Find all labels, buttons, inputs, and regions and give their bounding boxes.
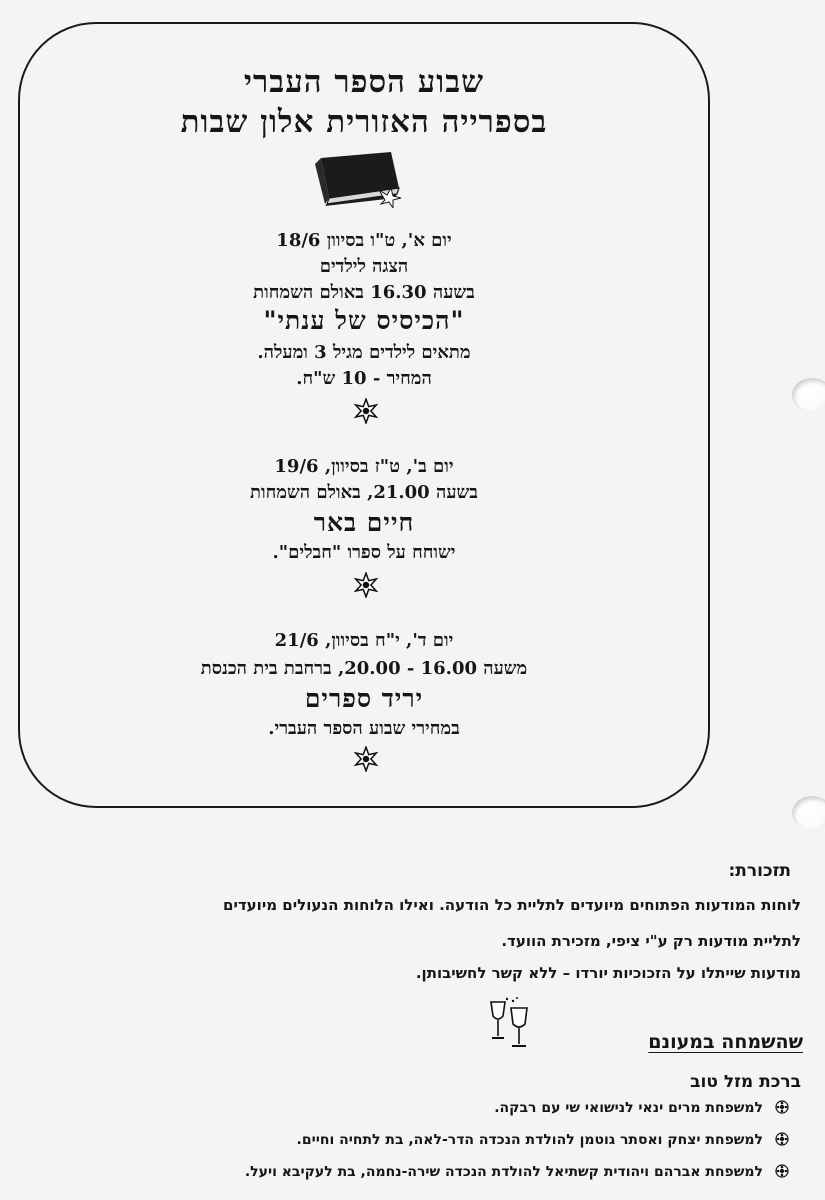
event3-date: יום ד', י"ח בסיוון, 21/6 <box>274 630 454 651</box>
event3-desc: במחירי שבוע הספר העברי. <box>268 718 460 739</box>
event2-desc: ישוחח על ספרו "חבלים". <box>272 542 456 563</box>
list-item <box>245 1164 789 1180</box>
event1-name: "הכיסיס של ענתי" <box>263 306 465 335</box>
event1-date: יום א', ט"ו בסיוון 18/6 <box>276 230 452 251</box>
event3-name: יריד ספרים <box>304 684 424 713</box>
punch-hole-bottom <box>792 796 825 830</box>
reminder-line2: לתליית מודעות רק ע"י ציפי, מזכירת הוועד. <box>501 932 801 950</box>
list-item <box>494 1100 789 1116</box>
star-icon <box>353 746 379 772</box>
event3-time-place: משעה 16.00 - 20.00, ברחבת בית הכנסת <box>200 658 528 679</box>
celebrations-title: שהשמחה במעונם <box>648 1031 803 1053</box>
list-item-text: למשפחת מרים ינאי לנישואי שי עם רבקה. <box>494 1100 763 1116</box>
book-icon <box>303 148 403 208</box>
event2-date: יום ב', ט"ז בסיוון, 19/6 <box>274 456 454 477</box>
star-icon <box>353 572 379 598</box>
reminder-line3: מודעות שייתלו על הזכוכיות יורדו – ללא קשר לחשיבותן. <box>415 964 801 982</box>
event1-price: המחיר - 10 ש"ח. <box>296 368 432 389</box>
event1-time-place: בשעה 16.30 באולם השמחות <box>253 282 475 303</box>
star-icon <box>353 398 379 424</box>
reminder-line1: לוחות המודעות הפתוחים מיועדים לתליית כל הודעה. ואילו הלוחות הנעולים מיועדים <box>223 896 801 914</box>
wine-glasses-icon <box>487 996 533 1050</box>
punch-hole-top <box>792 378 825 412</box>
event-poster <box>18 22 710 808</box>
celebrations-subheading: ברכת מזל טוב <box>690 1072 801 1092</box>
list-item-text: למשפחת אברהם ויהודית קשתיאל להולדת הנכדה שירה-נחמה, בת לעקיבא ויעל. <box>244 1164 763 1180</box>
event1-type: הצגה לילדים <box>319 256 409 277</box>
flower-bullet-icon <box>775 1164 789 1178</box>
poster-title-line2: בספרייה האזורית אלון שבות <box>180 104 548 140</box>
flower-bullet-icon <box>775 1100 789 1114</box>
list-item-text: למשפחת יצחק ואסתר גוטמן להולדת הנכדה הדר-לאה, בת לתחיה וחיים. <box>296 1132 763 1148</box>
event2-name: חיים באר <box>313 508 415 537</box>
event1-age: מתאים לילדים מגיל 3 ומעלה. <box>257 342 471 363</box>
event2-time-place: בשעה 21.00, באולם השמחות <box>250 482 478 503</box>
poster-title-line1: שבוע הספר העברי <box>243 64 485 100</box>
reminder-heading: תזכורת: <box>728 861 791 881</box>
flower-bullet-icon <box>775 1132 789 1146</box>
list-item <box>297 1132 789 1148</box>
